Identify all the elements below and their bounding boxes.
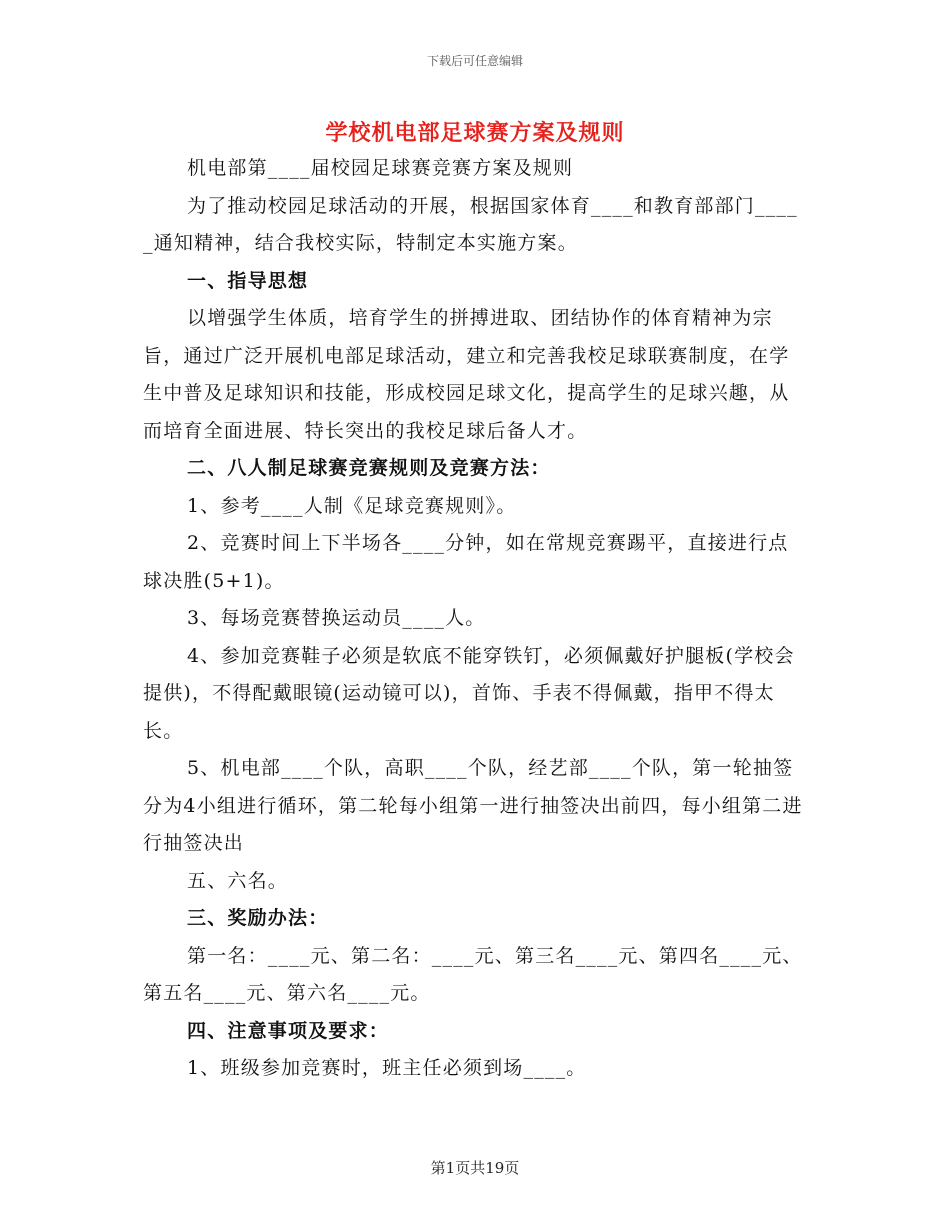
section-heading-guiding-ideology: 一、指导思想 bbox=[187, 269, 309, 292]
rule-item-4: 4、参加竞赛鞋子必须是软底不能穿铁钉，必须佩戴好护腿板(学校会提供)，不得配戴眼镜(运动镜可以)，首饰、手表不得佩戴，指甲不得太长。 bbox=[143, 644, 795, 742]
rule-item-5: 5、机电部____个队，高职____个队，经艺部____个队，第一轮抽签分为4小组进行循环，第二轮每小组第一进行抽签决出前四，每小组第二进行抽签决出 bbox=[143, 757, 803, 854]
page-header-note: 下载后可任意编辑 bbox=[426, 54, 523, 68]
rule-item-3: 3、每场竞赛替换运动员____人。 bbox=[187, 607, 486, 629]
document-body bbox=[143, 150, 807, 1088]
document-title: 学校机电部足球赛方案及规则 bbox=[325, 120, 625, 146]
section-heading-rewards: 三、奖励办法： bbox=[187, 907, 329, 929]
rule-item-1: 1、参考____人制《足球竞赛规则》。 bbox=[187, 494, 517, 517]
intro-paragraph: 为了推动校园足球活动的开展，根据国家体育____和教育部部门_____通知精神，结合我校实际，特制定本实施方案。 bbox=[143, 194, 798, 254]
guiding-ideology-paragraph: 以增强学生体质，培育学生的拼搏进取、团结协作的体育精神为宗旨，通过广泛开展机电部足球活动，建立和完善我校足球联赛制度，在学生中普及足球知识和技能，形成校园足球文化，提高学生的足球兴趣，从而培育全面进展、特长突出的我校足球后备人才。 bbox=[143, 307, 790, 442]
page-number: 第1页共19页 bbox=[430, 1159, 520, 1177]
rule-item-5-continued: 五、六名。 bbox=[187, 869, 289, 892]
section-heading-rules: 二、八人制足球赛竞赛规则及竞赛方法： bbox=[187, 457, 551, 479]
rewards-paragraph: 第一名：____元、第二名：____元、第三名____元、第四名____元、第五名____元、第六名____元。 bbox=[143, 944, 803, 1004]
rule-item-2: 2、竞赛时间上下半场各____分钟，如在常规竞赛踢平，直接进行点球决胜(5+1)。 bbox=[143, 532, 789, 592]
notes-item-1: 1、班级参加竞赛时，班主任必须到场____。 bbox=[187, 1057, 587, 1079]
section-heading-notes: 四、注意事项及要求： bbox=[187, 1019, 390, 1042]
subtitle-paragraph: 机电部第____届校园足球赛竞赛方案及规则 bbox=[187, 157, 574, 179]
